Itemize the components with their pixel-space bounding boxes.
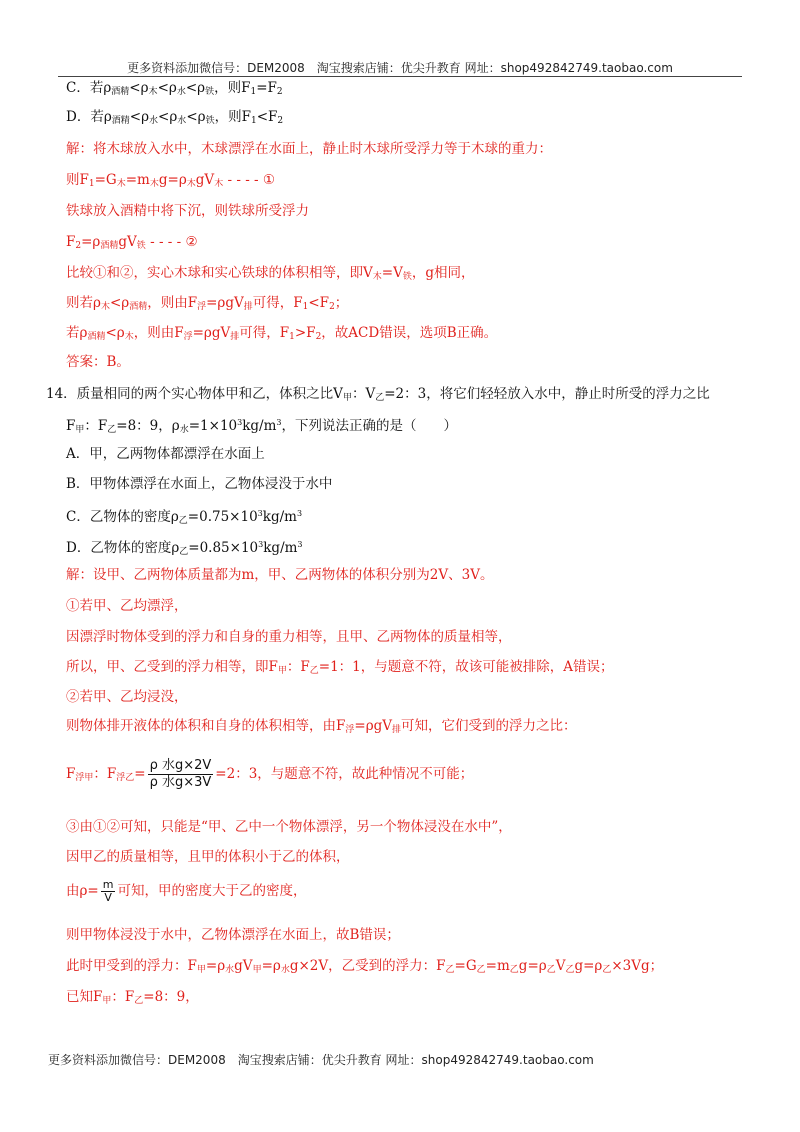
q14-solution-density-line: 由ρ= $\frac{m}{V}$ 可知，甲的密度大于乙的密度， (66, 878, 307, 904)
q14-solution-line: ③由①②可知，只能是“甲、乙中一个物体漂浮，另一个物体浸没在水中”， (66, 819, 512, 835)
q14-solution-fraction-line: $F_{浮甲}$：$F_{浮乙}=$ $\frac{\text{ρ 水g×2V}}{\text{ρ 水g×3V}}$ =2：3，与题意不符，故此种情况不可能； (66, 758, 474, 790)
q14-solution-line: 因甲乙的质量相等，且甲的体积小于乙的体积， (66, 849, 350, 865)
q14-solution-line: 则物体排开液体的体积和自身的体积相等，由$F_浮=\rho gV_排$可知，它们受到的浮力之比： (66, 718, 577, 735)
q13-solution-line: 则若$\rho_木<\rho_{酒精}$，则由$F_浮=\rho gV_排$可得，$F_1<F_2$； (66, 295, 349, 312)
q14-stem: $F_甲$：$F_乙=8$：9，$\rho_水=1\times 10^3kg/m^3$，下列说法正确的是（ ） (66, 418, 457, 435)
ratio-fraction (148, 758, 214, 791)
q14-option-d: D．乙物体的密度$\rho_乙=0.85\times 10^3kg/m^3$ (66, 540, 303, 557)
q14-solution-line: ②若甲、乙均浸没， (66, 689, 188, 705)
q13-option-d: D．若$\rho_{酒精}<\rho_水<\rho_水<\rho_铁$，则$F_1<F_2$ (66, 109, 284, 126)
fraction-denominator: ρ 水g×3V (149, 775, 212, 790)
fraction-denominator: V (104, 891, 112, 904)
q13-option-c: C．若$\rho_{酒精}<\rho_木<\rho_水<\rho_铁$，则$F_1=F_2$ (66, 80, 283, 97)
q13-solution-line: 比较①和②，实心木球和实心铁球的体积相等，即$V_木=V_铁$，g相同， (66, 265, 475, 282)
q13-solution-line: $F_2=\rho_{酒精}gV_铁$ - - - - ② (66, 234, 198, 251)
q14-solution-line: 则甲物体浸没于水中，乙物体漂浮在水面上，故B错误； (66, 927, 400, 943)
fraction-numerator: m (102, 878, 114, 891)
q13-solution-line: 则$F_1=G_木=m_木g=\rho_木gV_木$ - - - - ① (66, 172, 276, 189)
fraction-numerator: ρ 水g×2V (149, 758, 212, 773)
q13-answer: 答案：B。 (66, 354, 130, 370)
q14-solution-line: 所以，甲、乙受到的浮力相等，即$F_甲$：$F_乙=1$：1，与题意不符，故该可能被排除，A错误； (66, 659, 614, 676)
q14-option-b: B．甲物体漂浮在水面上，乙物体浸没于水中 (66, 476, 333, 492)
header-rule (58, 76, 742, 77)
q14-solution-line: 已知$F_甲$：$F_乙=8$：9， (66, 989, 199, 1006)
q14-solution-line: 此时甲受到的浮力：$F_甲=\rho_水gV_甲=\rho_水g\times 2V$，乙受到的浮力：$F_乙=G_乙=m_乙g=\rho_乙V_乙g=\rho_乙\times 3Vg$； (66, 958, 664, 975)
q13-solution-line: 解：将木球放入水中，木球漂浮在水面上，静止时木球所受浮力等于木球的重力： (66, 141, 552, 157)
q14-solution-line: 因漂浮时物体受到的浮力和自身的重力相等，且甲、乙两物体的质量相等， (66, 629, 512, 645)
q13-solution-line: 铁球放入酒精中将下沉，则铁球所受浮力 (66, 203, 309, 219)
q13-solution-line: 若$\rho_{酒精}<\rho_木$，则由$F_浮=\rho gV_排$可得，$F_1>F_2$，故ACD错误，选项B正确。 (66, 325, 498, 342)
q14-option-c: C．乙物体的密度$\rho_乙=0.75\times 10^3kg/m^3$ (66, 509, 303, 526)
q14-solution-line: 解：设甲、乙两物体质量都为m，甲、乙两物体的体积分别为2V、3V。 (66, 567, 494, 583)
q14-stem: 14．质量相同的两个实心物体甲和乙，体积之比$V_甲$：$V_乙=2$：3，将它们轻轻放入水中，静止时所受的浮力之比 (46, 386, 710, 403)
density-fraction (101, 879, 116, 904)
page-footer: 更多资料添加微信号：DEM2008 淘宝搜索店铺：优尖升教育 网址：shop492842749.taobao.com (48, 1053, 594, 1067)
q14-solution-line: ①若甲、乙均漂浮， (66, 598, 188, 614)
page-header: 更多资料添加微信号：DEM2008 淘宝搜索店铺：优尖升教育 网址：shop492842749.taobao.com (127, 61, 673, 75)
q14-option-a: A．甲，乙两物体都漂浮在水面上 (66, 446, 265, 462)
